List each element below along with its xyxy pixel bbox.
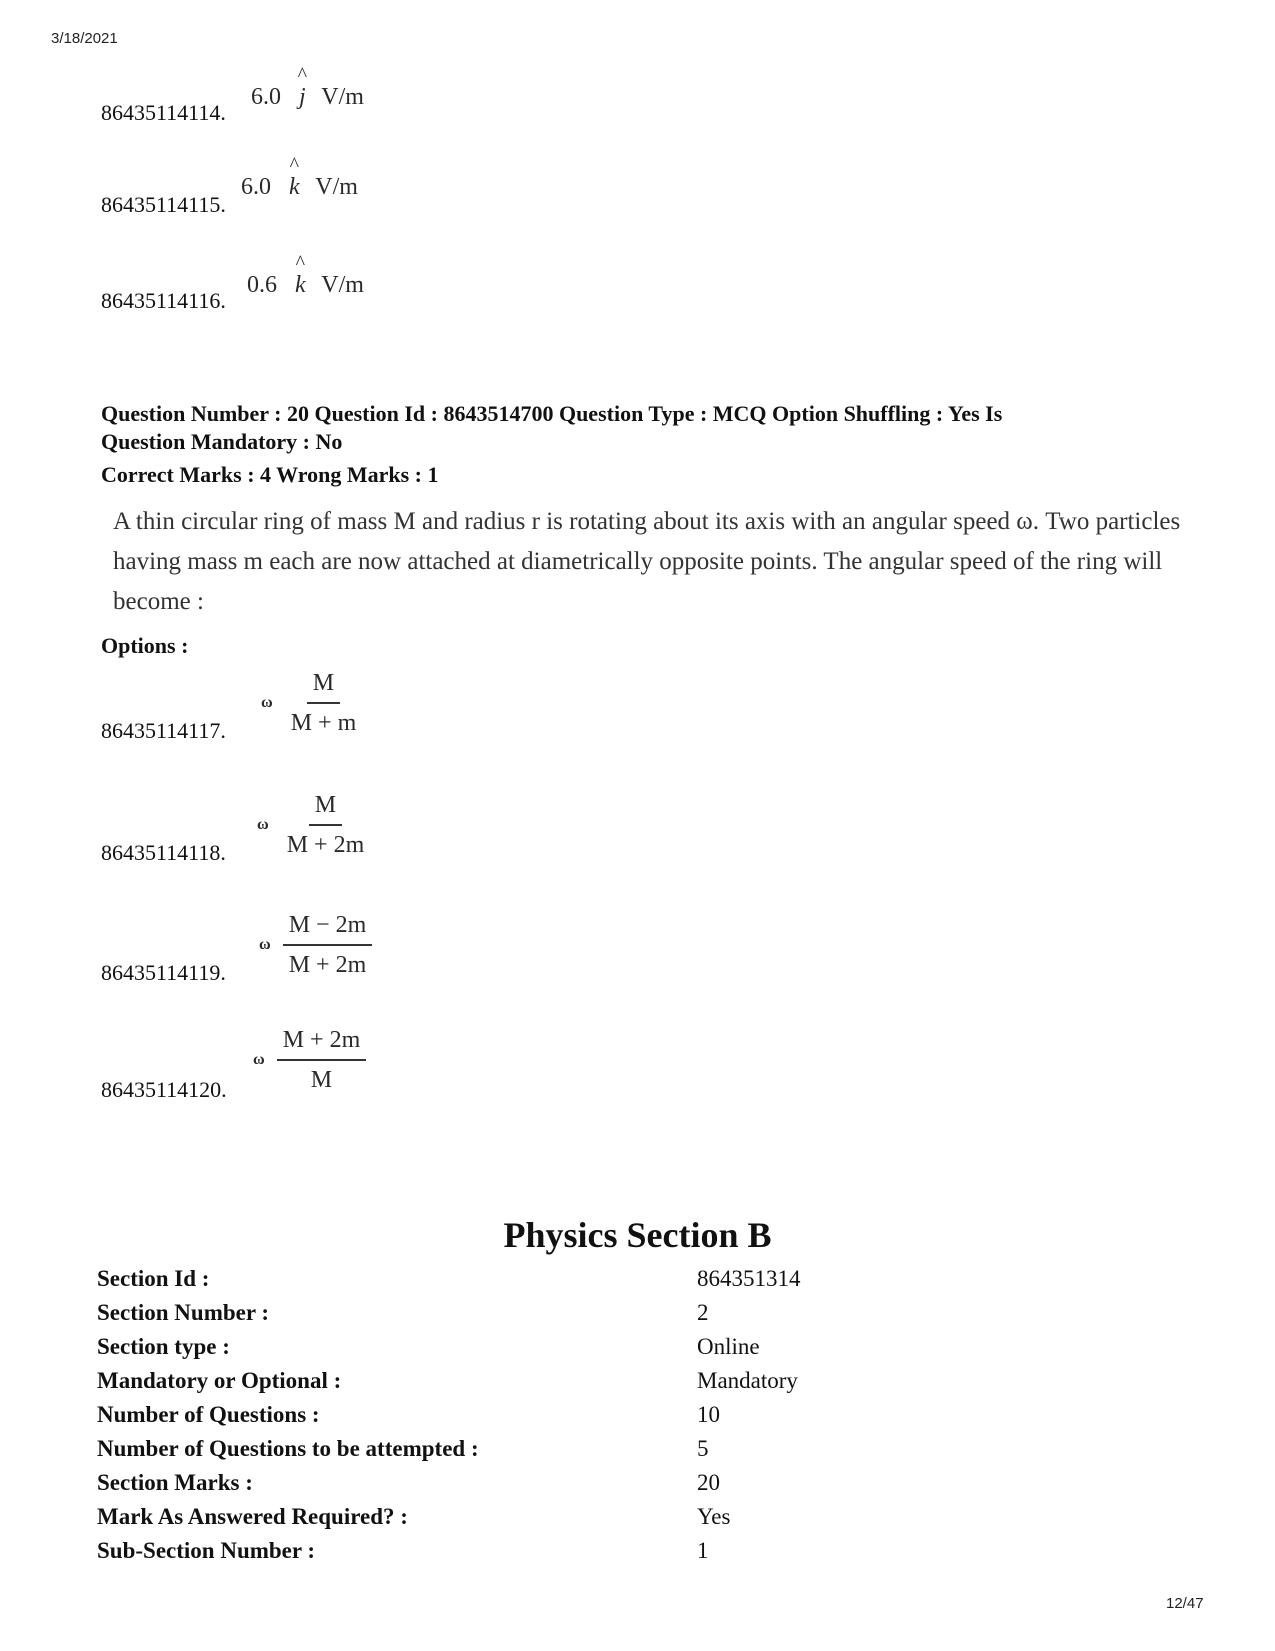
print-date: 3/18/2021 <box>51 30 118 47</box>
section-row-value: 1 <box>697 1538 709 1563</box>
denominator: M + m <box>290 710 357 736</box>
numerator: M + 2m <box>277 1025 367 1061</box>
section-row <box>97 1470 1197 1504</box>
section-row-label: Number of Questions to be attempted : <box>97 1436 479 1461</box>
omega-symbol: ω <box>259 936 271 953</box>
denominator: M + 2m <box>288 952 367 978</box>
section-row-label: Sub-Section Number : <box>97 1538 316 1563</box>
options-label: Options : <box>101 633 189 658</box>
option-id: 86435114119. <box>101 960 226 985</box>
question-text: A thin circular ring of mass M and radius r is rotating about its axis with an angular speed ω. Two particles having mass m each are now attached at diametrically opposite points. The angular speed of the ring will become : <box>113 508 1181 615</box>
coefficient: 6.0 <box>251 84 281 110</box>
section-row <box>97 1402 1197 1436</box>
section-title: Physics Section B <box>503 1215 772 1255</box>
page-number: 12/47 <box>1166 1595 1204 1612</box>
option-id: 86435114114. <box>101 100 226 125</box>
section-row-label: Mandatory or Optional : <box>97 1368 342 1393</box>
section-row <box>97 1538 1197 1572</box>
option-math <box>251 84 364 111</box>
section-row-value: Online <box>697 1334 760 1359</box>
option-id: 86435114118. <box>101 840 226 865</box>
unit-vector: ^ k <box>289 174 300 201</box>
section-row-label: Mark As Answered Required? : <box>97 1504 408 1529</box>
option-fraction <box>257 790 370 860</box>
section-row-label: Number of Questions : <box>97 1402 320 1427</box>
question-marks: Correct Marks : 4 Wrong Marks : 1 <box>101 462 439 487</box>
section-row <box>97 1504 1197 1538</box>
section-row-label: Section Number : <box>97 1300 270 1325</box>
section-row <box>97 1266 1197 1300</box>
section-row <box>97 1300 1197 1334</box>
unit: V/m <box>315 174 358 200</box>
question-meta-line2: Question Mandatory : No <box>101 429 343 454</box>
denominator: M <box>310 1067 333 1093</box>
section-row-value: 864351314 <box>697 1266 801 1291</box>
option-fraction <box>261 668 362 738</box>
option-id: 86435114117. <box>101 718 226 743</box>
option-math <box>247 272 364 299</box>
option-id: 86435114116. <box>101 288 226 313</box>
option-fraction <box>259 910 372 980</box>
section-row-value: Yes <box>697 1504 731 1529</box>
numerator: M <box>307 668 340 704</box>
unit: V/m <box>321 272 364 298</box>
section-row-value: 20 <box>697 1470 720 1495</box>
option-fraction <box>253 1025 366 1095</box>
section-row-label: Section type : <box>97 1334 230 1359</box>
section-row-label: Section Id : <box>97 1266 210 1291</box>
question-meta <box>101 400 1181 456</box>
section-row <box>97 1436 1197 1470</box>
section-row <box>97 1334 1197 1368</box>
section-row-value: 2 <box>697 1300 709 1325</box>
denominator: M + 2m <box>286 832 365 858</box>
section-row <box>97 1368 1197 1402</box>
option-math <box>241 174 358 201</box>
section-row-value: 5 <box>697 1436 709 1461</box>
numerator: M <box>309 790 342 826</box>
option-id: 86435114115. <box>101 192 226 217</box>
coefficient: 6.0 <box>241 174 271 200</box>
omega-symbol: ω <box>253 1051 265 1068</box>
unit: V/m <box>321 84 364 110</box>
numerator: M − 2m <box>283 910 373 946</box>
option-id: 86435114120. <box>101 1077 227 1102</box>
section-row-value: Mandatory <box>697 1368 798 1393</box>
section-row-label: Section Marks : <box>97 1470 253 1495</box>
question-meta-line1: Question Number : 20 Question Id : 8643514700 Question Type : MCQ Option Shuffling : Yes Is <box>101 401 1003 426</box>
coefficient: 0.6 <box>247 272 277 298</box>
omega-symbol: ω <box>261 694 273 711</box>
unit-vector: ^ k <box>295 272 306 299</box>
section-row-value: 10 <box>697 1402 720 1427</box>
omega-symbol: ω <box>257 816 269 833</box>
unit-vector: ^ j <box>299 84 306 111</box>
